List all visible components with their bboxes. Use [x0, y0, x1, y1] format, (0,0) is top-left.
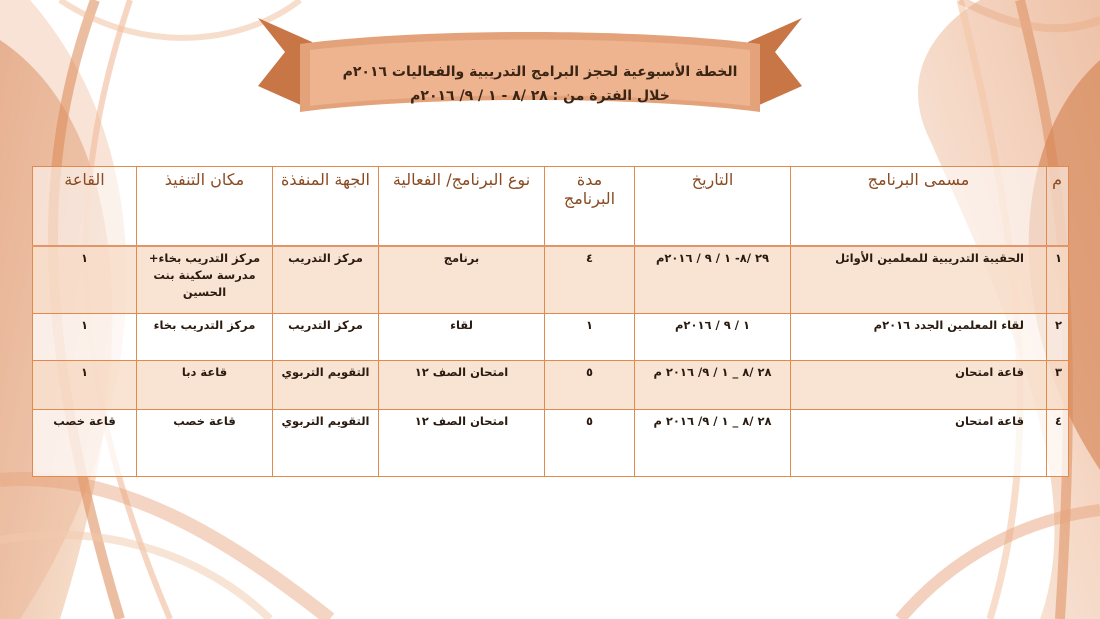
cell-organizer: مركز التدريب: [273, 314, 379, 361]
cell-program-name: قاعة امتحان: [791, 410, 1047, 477]
cell-place: قاعة دبا: [137, 361, 273, 410]
table-row: [33, 410, 1069, 477]
cell-num: ٣: [1047, 361, 1069, 410]
header-organizer: الجهة المنفذة: [273, 167, 379, 247]
cell-type: لقاء: [379, 314, 545, 361]
cell-duration: ٤: [545, 246, 635, 314]
cell-num: ١: [1047, 246, 1069, 314]
header-duration: مدة البرنامج: [545, 167, 635, 247]
cell-type: امتحان الصف ١٢: [379, 410, 545, 477]
cell-num: ٢: [1047, 314, 1069, 361]
header-program-name: مسمى البرنامج: [791, 167, 1047, 247]
cell-hall: ١: [33, 314, 137, 361]
cell-organizer: التقويم التربوي: [273, 361, 379, 410]
cell-hall: ١: [33, 361, 137, 410]
cell-duration: ١: [545, 314, 635, 361]
cell-place: قاعة خصب: [137, 410, 273, 477]
table-header-row: [33, 167, 1069, 247]
header-hall: القاعة: [33, 167, 137, 247]
banner-title-block: [300, 60, 780, 108]
plan-title: الخطة الأسبوعية لحجز البرامج التدريبية والفعاليات ٢٠١٦م: [342, 64, 738, 80]
cell-type: برنامج: [379, 246, 545, 314]
cell-hall: قاعة خصب: [33, 410, 137, 477]
cell-place: مركز التدريب بخاء: [137, 314, 273, 361]
table-row: [33, 246, 1069, 314]
cell-program-name: قاعة امتحان: [791, 361, 1047, 410]
cell-num: ٤: [1047, 410, 1069, 477]
cell-program-name: الحقيبة التدريبية للمعلمين الأوائل: [791, 246, 1047, 314]
table-row: [33, 361, 1069, 410]
header-place: مكان التنفيذ: [137, 167, 273, 247]
header-num: م: [1047, 167, 1069, 247]
cell-duration: ٥: [545, 361, 635, 410]
header-type: نوع البرنامج/ الفعالية: [379, 167, 545, 247]
plan-period: خلال الفترة من : ٢٨ /٨ - ١ / ٩/ ٢٠١٦م: [410, 88, 670, 104]
cell-duration: ٥: [545, 410, 635, 477]
header-date: التاريخ: [635, 167, 791, 247]
cell-place: مركز التدريب بخاء+ مدرسة سكينة بنت الحسين: [137, 246, 273, 314]
cell-organizer: مركز التدريب: [273, 246, 379, 314]
cell-type: امتحان الصف ١٢: [379, 361, 545, 410]
cell-date: ١ / ٩ / ٢٠١٦م: [635, 314, 791, 361]
cell-date: ٢٩ /٨- ١ / ٩ / ٢٠١٦م: [635, 246, 791, 314]
cell-date: ٢٨ /٨ _ ١ / ٩/ ٢٠١٦ م: [635, 361, 791, 410]
weekly-plan-table: [32, 166, 1069, 477]
cell-date: ٢٨ /٨ _ ١ / ٩/ ٢٠١٦ م: [635, 410, 791, 477]
cell-hall: ١: [33, 246, 137, 314]
cell-program-name: لقاء المعلمين الجدد ٢٠١٦م: [791, 314, 1047, 361]
cell-organizer: التقويم التربوي: [273, 410, 379, 477]
table-row: [33, 314, 1069, 361]
